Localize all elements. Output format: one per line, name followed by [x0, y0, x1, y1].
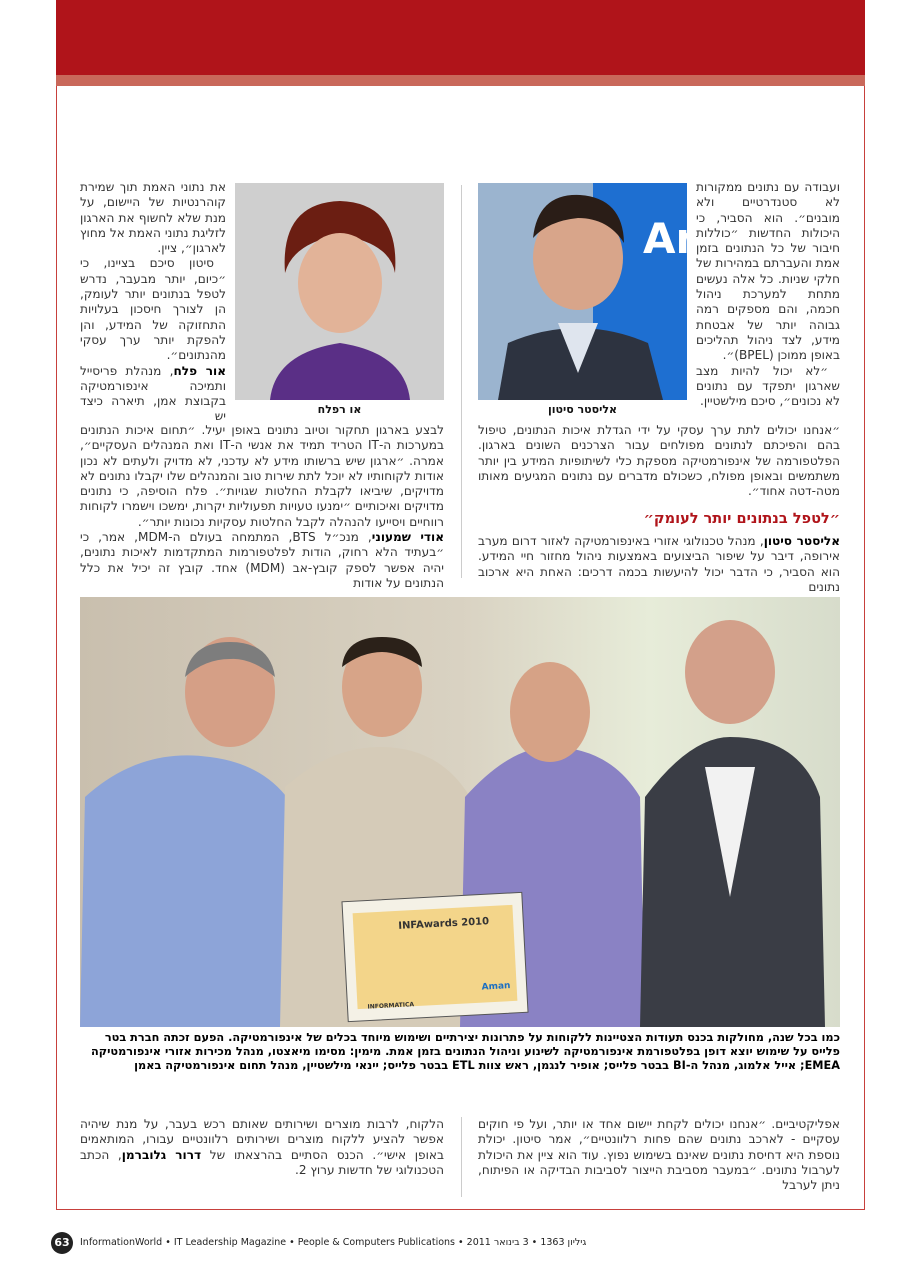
bottom-left-para-a: הלקוח, לרבות מוצרים ושירותים שאותם רכש בעבר, על מנת שיהיה אפשר להציע ללקוח מוצרים ושירותים רלוונטיים עבורו, המותאמים באופן אישי״. הכנס הסתיים בהרצאתו של: [80, 1117, 444, 1162]
left-col-mid: [80, 423, 444, 591]
certificate-brand: Aman: [481, 981, 511, 993]
portrait-right-caption: אליסטר סיטון: [547, 403, 618, 416]
speaker-name-pelach: אור פלח: [173, 363, 227, 378]
left-col-top: [80, 180, 226, 425]
left-col-para1: את נתוני האמת תוך שמירת קוהרנטיות של היישום, על מנת שלא לחשוף את הארגון לזליגת נתוני האמת אל מחוץ לארגון״, ציין.: [80, 180, 226, 256]
bottom-right-col: [478, 1117, 840, 1193]
footer-text: InformationWorld • IT Leadership Magazine • People & Computers Publications • 2011 גיליון 1363 • 3 בינואר: [80, 1237, 587, 1248]
left-col-para5: , מנכ״ל BTS, המתמחה בעולם ה-MDM, אמר, כי ״בעתיד הלא רחוק, הודות לפלטפורמות המתקדמות לאיכות נתונים, יהיה אפשר לספק קובץ-אב (MDM) אחד. קובץ זה יכיל את כלל הנתונים על אודות: [80, 530, 444, 590]
portrait-right: [478, 183, 706, 400]
header-strip: [56, 75, 865, 86]
right-col-mid: [478, 423, 840, 499]
speaker-name-globerman: דרור גלוברמן: [121, 1147, 202, 1162]
portrait-left-caption: או רפלח: [317, 403, 362, 416]
bottom-left-col: [80, 1117, 444, 1178]
portrait-left: [235, 183, 444, 400]
left-col-para4: לבצע בארגון תחקור וטיוב נתונים באופן יעיל. ״תחום איכות הנתונים במערכות ה-IT הטריד תמיד את אנשי ה-IT ואת המנהלים העסקיים״, אמרה. ״ארגון שיש ברשותו מידע לא עדכני, לא מדויק ולעתים לא נכון אודות לקוחותיו לא יוכל לתת שירות טוב והמנהלים שלו יקבלו נתונים לא מדויקים, שיביאו לקבלת החלטות שגויות״. פלח הוסיפה, כי נתונים מדויקים ואיכותיים ״ימנעו טעויות תפעוליות יקרות, ימשכו וישמרו לקוחות רווחיים ויסייעו להנהלה לקבל החלטות עסקיות נכונות יותר״.: [80, 423, 444, 529]
group-photo-caption: כמו בכל שנה, מחולקות בכנס תעודות הצטיינות ללקוחות על פתרונות יצירתיים ושימוש מיוחד בכלים של אינפורמטיקה. הפעם זכתה חברת בטר פלייס על שימוש יוצא דופן בפלטפורמת אינפורמטיקה לשינוע וניהול הנתונים בזמן אמת. מימין: מסימו מיאצטו, מנהל מכירות אזורי אינפורמטיקה EMEA; אייל אלמוג, מנהל ה-BI בבטר פלייס; אופיר לנגמן, ראש צוות ETL בבטר פלייס; יינאי מילשטיין, מנהל תחום אינפורמטיקה באמן: [91, 1031, 840, 1072]
group-photo-image: [80, 597, 840, 1027]
bottom-left-para-b: , הכתב הטכנולוגי של חדשות ערוץ 2.: [80, 1147, 444, 1177]
header-red-bar: [56, 0, 865, 75]
right-col-para3: ״אנחנו יכולים לתת ערך עסקי על ידי הגדלת איכות הנתונים, טיפול בהם והפיכתם לנתונים מפולחים עבור הצרכנים השונים בארגון. הפלטפורמה של אינפורמטיקה מספקת כלי לשיתופיות המידע בין יותר משתמשים ובאופן מפולח, כשכולם מדברים עם נתונים המגיעים מאותו מטה-דטה אחוד״.: [478, 423, 840, 499]
right-col-para1: ועבודה עם נתונים ממקורות לא סטנדרטיים ולא מובנים״. הוא הסביר, כי היכולות החדשות ״כוללות חיבור של כל הנתונים בזמן אמת והעברתם במהירות של חלקי שניות. כל אלה נעשים מתחת למערכת ניהול חכמה, והם מספקים רמה גבוהה יותר של אבטחת מידע, לצד ניהול תהליכים באופן ממוכן (BPEL)״.: [696, 180, 840, 363]
portrait-left-image: [235, 183, 444, 400]
column-divider-bottom: [461, 1117, 462, 1197]
svg-text:An: An: [643, 214, 706, 263]
column-divider-top: [461, 185, 462, 578]
certificate-footer: INFORMATICA: [367, 1001, 415, 1011]
group-photo: [80, 597, 840, 1027]
left-col-para2: סיטון סיכם בציינו, כי ״כיום, יותר מבעבר, נדרש לטפל בנתונים יותר לעומק, הן לצורך חיסכון בעלויות התחזוקה של המידע, והן להפקת יותר ערך עסקי מהנתונים״.: [80, 256, 226, 363]
section-subhead: ״לטפל בנתונים יותר לעומק״: [643, 511, 840, 527]
page-number: 63: [51, 1232, 73, 1254]
right-col-top: [696, 180, 840, 409]
right-col-para2: ״לא יכול להיות מצב שארגון יתפקד עם נתונים לא נכונים״, סיכם מילשטיין.: [696, 363, 840, 409]
right-col-low: [478, 534, 840, 595]
speaker-name-seaton: אליסטר סיטון: [763, 534, 841, 548]
left-col-para3: , מנהלת פריסייל ותמיכה אינפורמטיקה בקבוצת אמן, תיארה כיצד יש: [80, 363, 226, 424]
bottom-right-para: אפליקטיביים. ״אנחנו יכולים לקחת יישום אחד או יותר, ועל פי חוקים עסקיים - לארכב נתונים שהם פחות רלוונטיים״, אמר סיטון. יכולת נוספת היא דחיסת נתונים שאינם בשימוש נפוץ. עוד הוא ציין את היכולת לערבול נתונים. ״במעבר מסביבת הייצור לסביבות הבדיקה או הפיתוח, ניתן לערבל: [478, 1117, 840, 1193]
right-col-para4: , מנהל טכנולוגי אזורי באינפורמטיקה לאזור דרום מערב אירופה, דיבר על שיפור הביצועים באמצעות ניהול מחזור חיי המידע. הוא הסביר, כי הדבר יכול להיעשות בכמה דרכים: האחת היא ארכוב נתונים: [478, 534, 840, 594]
speaker-name-shimoni: אודי שמעוני: [371, 530, 444, 545]
certificate-title: INFAwards 2010: [398, 916, 490, 932]
portrait-right-image: [478, 183, 706, 400]
